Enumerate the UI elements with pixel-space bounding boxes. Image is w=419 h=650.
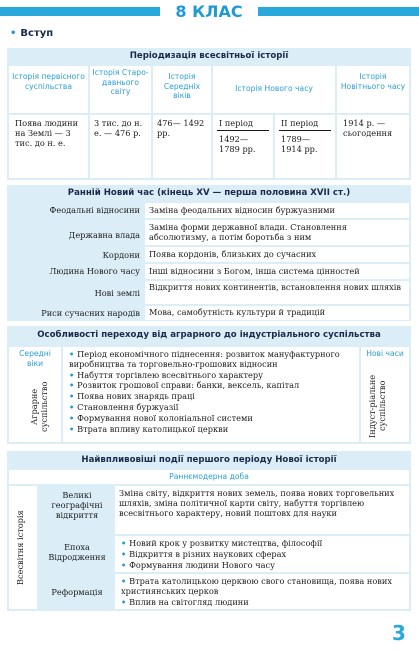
row-value: Інші відносини з Богом, інша система цінностей: [145, 264, 409, 279]
world-history-column: [9, 486, 37, 609]
new-times-label: Нові часи: [366, 349, 404, 358]
world-history-label: Всесвітня історія: [15, 510, 25, 586]
row-label: Феодальні відносини: [49, 205, 140, 215]
early-modern-title: Ранній Новий час (кінець XV — перша половина XVII ст.): [67, 188, 351, 198]
page-number: 3: [392, 621, 406, 645]
header-medieval: Історія Середніх віків: [153, 66, 211, 113]
list-item: • Відкриття в різних наукових сферах: [121, 549, 405, 559]
grade-title: 8 КЛАС: [175, 2, 243, 21]
feature-item: • Період економічного піднесення: розвиток мануфактурного виробництва та торговельно-грошових відносин: [69, 349, 355, 369]
transition-features: [63, 347, 359, 442]
feature-item: • Набуття торгівлею всесвітнього характеру: [69, 370, 355, 380]
list-item: • Формування людини Нового часу: [121, 560, 405, 570]
primitive-period: Поява людини на Землі — 3 тис. до н. е.: [9, 115, 88, 178]
era-subtitle: Раннємодерна доба: [169, 472, 249, 481]
agrarian-society-label: Аграрне суспільство: [29, 381, 49, 433]
reformation-label: Реформація: [51, 587, 103, 597]
row-label: Риси сучасних народів: [41, 308, 140, 318]
transition-title: Особливості переходу від аграрного до індустріального суспільства: [37, 330, 381, 340]
row-value: Заміна форми державної влади. Становлення абсолютизму, а потім боротьба з ним: [145, 220, 409, 245]
page-header: [0, 0, 419, 23]
feature-item: • Формування нової колоніальної системи: [69, 413, 355, 423]
row-label: Державна влада: [68, 230, 140, 240]
ancient-period: 3 тис. до н. е. — 476 р.: [90, 115, 151, 178]
renaissance-label: Епоха Відродження: [48, 542, 106, 563]
header-bar-left: [0, 7, 160, 16]
divider: [217, 130, 269, 131]
header-newest: Історія Новітнього часу: [337, 66, 409, 113]
newest-period: 1914 р. — сьогодення: [337, 115, 409, 178]
periodization-table: [7, 48, 411, 180]
feature-item: • Поява нових знарядь праці: [69, 391, 355, 401]
events-table: [7, 451, 411, 611]
transition-table: [7, 326, 411, 444]
row-value: Відкриття нових континентів, встановлення нових шляхів: [145, 281, 409, 304]
row-value: Поява кордонів, близьких до сучасних: [145, 247, 409, 262]
header-ancient: Історія Старо-давнього світу: [90, 66, 151, 113]
periodization-title: Періодизація всесвітньої історії: [129, 51, 289, 61]
feature-item: • Становлення буржуазії: [69, 402, 355, 412]
list-item: • Втрата католицькою церквою свого становища, поява нових християнських церков: [121, 576, 405, 596]
row-label: Людина Нового часу: [49, 266, 140, 276]
header-bar-right: [258, 7, 419, 16]
events-title: Найвпливовіші події першого періоду Нової історії: [81, 455, 337, 465]
header-new-time: Історія Нового часу: [213, 66, 335, 113]
bullet-icon: •: [10, 28, 17, 39]
row-value: Заміна феодальних відносин буржуазними: [145, 203, 409, 218]
new-time-period-2: II період 1789— 1914 рр.: [275, 115, 335, 178]
feature-item: • Втрата впливу католицької церкви: [69, 424, 355, 434]
discoveries-label: Великі географічні відкриття: [51, 490, 103, 521]
middle-ages-label: Середні віки: [19, 349, 51, 368]
renaissance-items: [115, 536, 409, 572]
list-item: • Новий крок у розвитку мистецтва, філософії: [121, 538, 405, 548]
section-title: Вступ: [20, 28, 54, 39]
row-label: Кордони: [102, 250, 140, 260]
divider: [279, 130, 331, 131]
medieval-period: 476— 1492 рр.: [153, 115, 211, 178]
early-modern-table: [7, 185, 411, 321]
list-item: • Вплив на світогляд людини: [121, 597, 405, 607]
feature-item: • Розвиток грошової справи: банки, вексель, капітал: [69, 380, 355, 390]
new-time-period-1: I період 1492— 1789 рр.: [213, 115, 273, 178]
reformation-items: [115, 574, 409, 609]
row-value: Мова, самобутність культури й традицій: [145, 306, 409, 320]
row-label: Нові землі: [94, 288, 140, 298]
discoveries-text: Зміна світу, відкриття нових земель, поява нових торговельних шляхів, зміна політичної карти світу, набуття торгівлею всесвітнього характеру, новий поштовх для науки: [115, 486, 409, 534]
header-primitive: Історія первісного суспільства: [9, 66, 88, 113]
industrial-column: [361, 347, 409, 442]
section-heading: [10, 28, 53, 39]
era-subtitle-row: [9, 470, 409, 484]
agrarian-column: [9, 347, 61, 442]
industrial-society-label: Індуст-ріальне суспільство: [367, 374, 387, 438]
